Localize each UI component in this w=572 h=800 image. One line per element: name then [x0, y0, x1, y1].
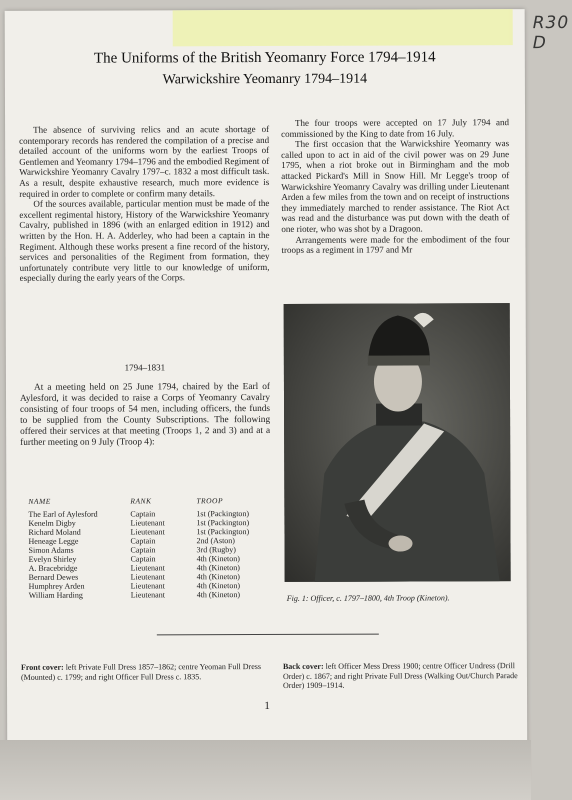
left-column-section — [20, 382, 270, 449]
roster-cell-name: William Harding — [28, 590, 83, 600]
right-paragraph-2: The first occasion that the Warwickshire Yeomanry was called upon to act in aid of the civil power was on 29 June 1795, when a riot broke out in Birmingham and the mob attacked Pickard's Mill in Snow Hill. Mr Legge's troop of Warwickshire Yeomanry Cavalry was drilling under Lieutenant Arden a few miles from the town and on receipt of instructions they immediately marched to render assistance. The Riot Act was read and the disturbance was put down with the death of one rioter, who was shot by a Dragoon. — [281, 138, 510, 234]
officer-portrait-image — [284, 303, 511, 582]
roster-cell-rank: Captain — [130, 545, 156, 555]
front-cover-text: left Private Full Dress 1857–1862; centre Yeoman Full Dress (Mounted) c. 1799; and right Officer Full Dress c. 1835. — [20, 662, 262, 682]
roster-cell-name: Kenelm Digby — [28, 518, 76, 528]
roster-cell-name: Evelyn Shirley — [28, 554, 77, 564]
roster-cell-rank: Captain — [130, 554, 156, 564]
roster-cell-name: Bernard Dewes — [28, 572, 79, 582]
roster-cell-rank: Lieutenant — [130, 572, 165, 582]
roster-header-row — [28, 496, 249, 510]
roster-cell-rank: Lieutenant — [130, 563, 165, 573]
roster-cell-troop: 4th (Kineton) — [196, 572, 240, 582]
handwritten-note: R30 D — [532, 12, 570, 54]
roster-row — [29, 590, 250, 600]
roster-cell-name: Richard Moland — [28, 527, 81, 537]
divider-rule — [157, 634, 379, 636]
roster-cell-rank: Lieutenant — [130, 581, 165, 591]
page-number: 1 — [264, 699, 270, 713]
right-column — [281, 117, 509, 256]
back-cover-label: Back cover: — [282, 661, 324, 671]
section-heading: 1794–1831 — [124, 362, 166, 373]
roster-header-name: NAME — [28, 496, 51, 506]
roster-cell-troop: 3rd (Rugby) — [196, 545, 236, 555]
intro-paragraph-1: The absence of surviving relics and an acute shortage of contemporary records has rendered the compilation of a precise and detailed account of the uniforms worn by the earliest Troops of Gentlemen and Yeomanry 1794–1796 and the embodied Regiment of Warwickshire Yeomanry Cavalry 1797–c. 1832 a most difficult task. As a result, despite exhaustive research, much more evidence is required in order to complete or confirm many details. — [19, 123, 270, 199]
roster-cell-rank: Lieutenant — [130, 518, 165, 528]
roster-cell-rank: Captain — [130, 536, 156, 546]
roster-table — [28, 496, 249, 600]
back-cover-text: left Officer Mess Dress 1900; centre Officer Undress (Drill Order) c. 1867; and right Private Full Dress (Walking Out/Church Parade Order) 1909–1914. — [282, 661, 518, 690]
roster-cell-name: The Earl of Aylesford — [28, 509, 98, 519]
roster-cell-troop: 1st (Packington) — [196, 518, 250, 528]
intro-paragraph-2: Of the sources available, particular mention must be made of the excellent regimental history, History of the Warwickshire Yeomanry Cavalry, published in 1896 (with an enlarged edition in 1912) and written by the Hon. H. A. Adderley, who had been a captain in the Regiment. Although these works present a fine record of the history, services and personalities of the Regiment from formation, they unfortunately contribute very little to our knowledge of uniform, especially during the early years of the Corps. — [19, 198, 270, 284]
roster-cell-rank: Lieutenant — [130, 590, 165, 600]
roster-cell-troop: 4th (Kineton) — [196, 554, 240, 564]
left-column-intro — [19, 124, 270, 284]
book-page — [5, 9, 570, 781]
right-paragraph-1: The four troops were accepted on 17 July 1794 and commissioned by the King to date from 16 July. — [281, 117, 510, 139]
table-surface — [0, 740, 531, 800]
sticky-note — [173, 9, 570, 54]
roster-cell-name: Humphrey Arden — [28, 581, 85, 591]
roster-cell-name: Simon Adams — [28, 545, 74, 555]
roster-cell-name: A. Bracebridge — [28, 563, 78, 573]
right-paragraph-3: Arrangements were made for the embodiment of the four troops as a regiment in 1797 and Mr — [281, 233, 510, 256]
roster-cell-troop: 4th (Kineton) — [196, 563, 240, 573]
back-cover-note — [283, 661, 525, 690]
page-title: The Uniforms of the British Yeomanry Force 1794–1914 — [93, 49, 436, 67]
roster-cell-troop: 4th (Kineton) — [196, 581, 241, 591]
portrait-drawing — [284, 303, 511, 582]
roster-cell-rank: Captain — [130, 509, 156, 519]
roster-cell-troop: 4th (Kineton) — [196, 590, 241, 600]
front-cover-label: Front cover: — [20, 662, 64, 672]
roster-cell-troop: 2nd (Aston) — [196, 536, 235, 546]
roster-cell-rank: Lieutenant — [130, 527, 165, 537]
roster-cell-name: Heneage Legge — [28, 536, 79, 546]
roster-header-troop: TROOP — [196, 496, 224, 506]
figure-caption: Fig. 1: Officer, c. 1797–1800, 4th Troop (Kineton). — [286, 593, 450, 603]
roster-cell-troop: 1st (Packington) — [196, 527, 250, 537]
roster-cell-troop: 1st (Packington) — [196, 509, 250, 519]
roster-header-rank: RANK — [130, 496, 152, 506]
front-cover-note — [21, 662, 271, 682]
roster-body — [28, 509, 249, 600]
section-paragraph: At a meeting held on 25 June 1794, chaired by the Earl of Aylesford, it was decided to raise a Corps of Yeomanry Cavalry consisting of four troops of 54 men, including officers, the funds to be supplied from the County Subscriptions. The following offered their services at that meeting (Troops 1, 2 and 3) and at a further meeting on 9 July (Troop 4): — [19, 381, 271, 448]
page-subtitle: Warwickshire Yeomanry 1794–1914 — [162, 71, 368, 88]
